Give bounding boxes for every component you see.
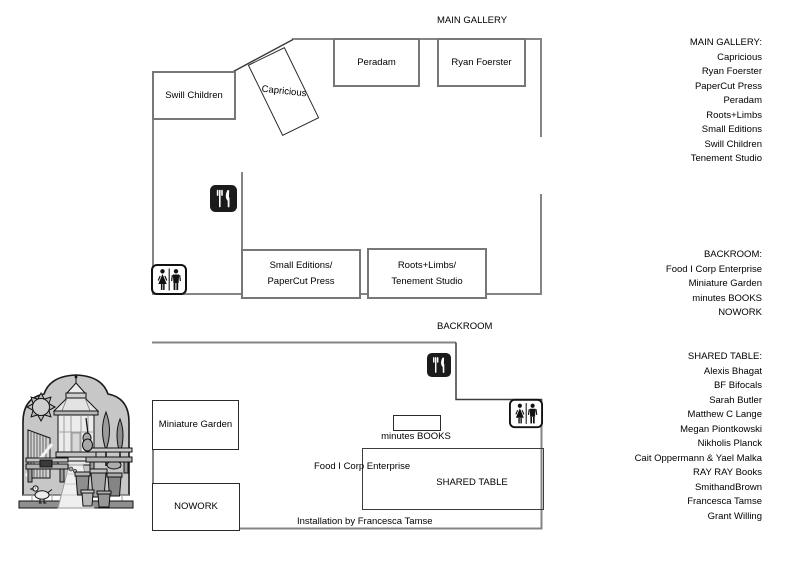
legend-item: Food I Corp Enterprise bbox=[665, 263, 762, 275]
booth-label-line1: Small Editions/ bbox=[269, 260, 333, 271]
legend-item: Small Editions bbox=[701, 124, 762, 135]
booth-label: Swill Children bbox=[165, 89, 223, 101]
backroom-title: BACKROOM bbox=[437, 321, 493, 332]
booth-capricious-label: Capricious bbox=[261, 83, 307, 100]
legend-item: Ryan Foerster bbox=[701, 66, 762, 77]
booth-label: Ryan Foerster bbox=[451, 56, 512, 68]
booth-label: NOWORK bbox=[174, 501, 218, 512]
food-corp-label: Food I Corp Enterprise bbox=[314, 461, 411, 472]
booth-ryan-foerster bbox=[437, 38, 526, 87]
legend-item: Capricious bbox=[717, 51, 762, 63]
restroom-icon-main bbox=[151, 264, 187, 295]
legend-item: PaperCut Press bbox=[694, 80, 762, 92]
legend-item: Peradam bbox=[723, 95, 762, 106]
booth-label: Miniature Garden bbox=[158, 419, 233, 430]
legend-item: Megan Piontkowski bbox=[680, 423, 762, 435]
booth-nowork bbox=[152, 483, 240, 531]
garden-illustration bbox=[14, 362, 138, 510]
booth-small-editions-papercut bbox=[241, 249, 361, 299]
legend-item: minutes BOOKS bbox=[692, 292, 762, 304]
legend-item: SmithandBrown bbox=[694, 481, 762, 493]
booth-label-line1: Roots+Limbs/ bbox=[397, 259, 457, 271]
booth-roots-limbs-tenement bbox=[367, 248, 487, 299]
booth-label-line2: PaperCut Press bbox=[267, 276, 335, 287]
legend-item: Swill Children bbox=[704, 138, 762, 150]
legend-item: Roots+Limbs bbox=[706, 109, 762, 121]
installation-label: Installation by Francesca Tamse bbox=[297, 516, 433, 527]
legend-header: MAIN GALLERY: bbox=[689, 37, 762, 48]
legend-item: Tenement Studio bbox=[690, 153, 762, 164]
legend-item: Sarah Butler bbox=[709, 394, 762, 406]
legend-header: SHARED TABLE: bbox=[687, 351, 762, 362]
legend-item: NOWORK bbox=[718, 307, 762, 318]
legend-item: Grant Willing bbox=[707, 510, 762, 522]
shared-table-label: SHARED TABLE bbox=[436, 477, 508, 488]
legend-item: BF Bifocals bbox=[713, 380, 762, 391]
food-icon-backroom bbox=[427, 352, 451, 378]
minutes-books-label: minutes BOOKS bbox=[381, 431, 451, 442]
legend-header: BACKROOM: bbox=[703, 249, 762, 260]
legend-item: Nikholis Planck bbox=[697, 438, 762, 449]
booth-swill-children bbox=[152, 71, 236, 120]
legend-item: Alexis Bhagat bbox=[703, 365, 762, 377]
legend-shared-table bbox=[635, 350, 762, 524]
legend-main-gallery bbox=[690, 36, 762, 167]
booth-peradam bbox=[333, 38, 420, 87]
legend-item: RAY RAY Books bbox=[693, 467, 762, 478]
legend-item: Miniature Garden bbox=[688, 278, 762, 289]
minutes-books-table bbox=[393, 415, 441, 431]
legend-item: Cait Oppermann & Yael Malka bbox=[634, 452, 762, 464]
food-icon-main bbox=[210, 185, 237, 212]
legend-item: Matthew C Lange bbox=[687, 409, 762, 420]
legend-item: Francesca Tamse bbox=[687, 496, 762, 507]
booth-miniature-garden bbox=[152, 400, 239, 450]
legend-backroom bbox=[666, 248, 762, 321]
booth-label: Peradam bbox=[357, 56, 396, 68]
booth-label-line2: Tenement Studio bbox=[391, 275, 463, 287]
main-gallery-title: MAIN GALLERY bbox=[437, 15, 508, 26]
restroom-icon-backroom bbox=[509, 398, 543, 429]
